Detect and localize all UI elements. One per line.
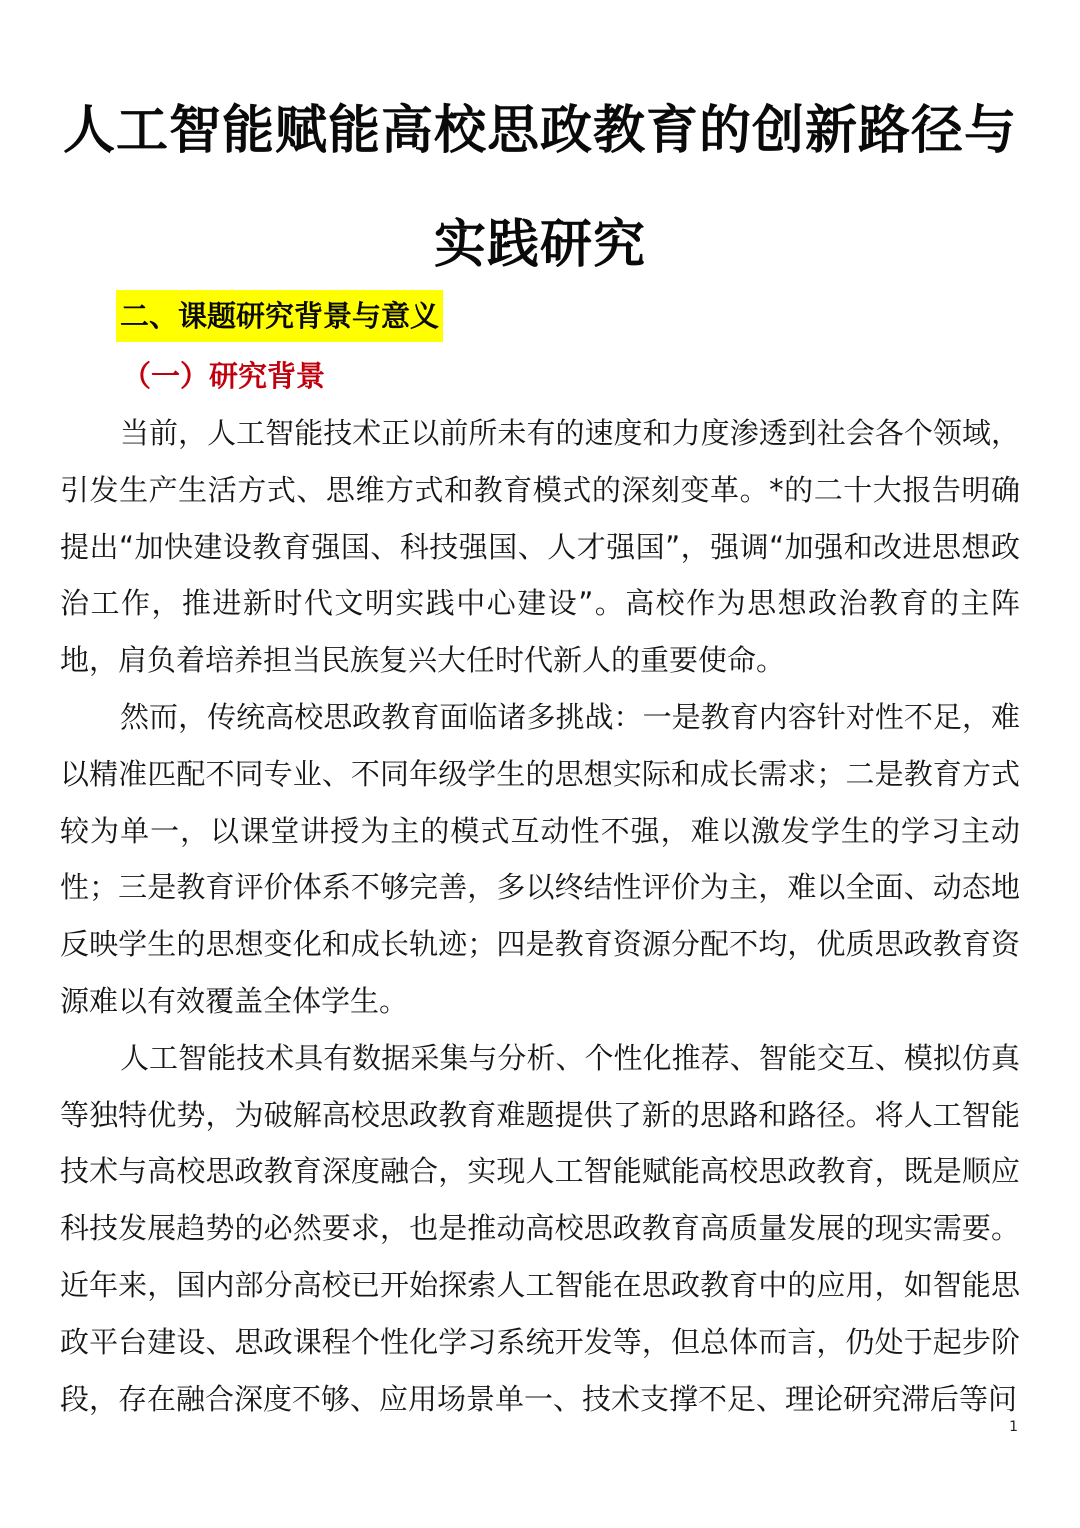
page-number: 1 xyxy=(1009,1419,1018,1435)
sub-heading: （一）研究背景 xyxy=(122,359,326,393)
paragraph-3: 人工智能技术具有数据采集与分析、个性化推荐、智能交互、模拟仿真等独特优势，为破解高校思政教育难题提供了新的思路和路径。将人工智能技术与高校思政教育深度融合，实现人工智能赋能高校思政教育，既是顺应科技发展趋势的必然要求，也是推动高校思政教育高质量发展的现实需要。近年来，国内部分高校已开始探索人工智能在思政教育中的应用，如智能思政平台建设、思政课程个性化学习系统开发等，但总体而言，仍处于起步阶段，存在融合深度不够、应用场景单一、技术支撑不足、理论研究滞后等问 xyxy=(60,1040,1020,1416)
document-title-line-1: 人工智能赋能高校思政教育的创新路径与 xyxy=(62,101,1017,161)
paragraph-2: 然而，传统高校思政教育面临诸多挑战：一是教育内容针对性不足，难以精准匹配不同专业、不同年级学生的思想实际和成长需求；二是教育方式较为单一，以课堂讲授为主的模式互动性不强，难以激发学生的学习主动性；三是教育评价体系不够完善，多以终结性评价为主，难以全面、动态地反映学生的思想变化和成长轨迹；四是教育资源分配不均，优质思政教育资源难以有效覆盖全体学生。 xyxy=(60,699,1020,1018)
body-text xyxy=(60,405,1020,1427)
paragraph-1: 当前，人工智能技术正以前所未有的速度和力度渗透到社会各个领域，引发生产生活方式、思维方式和教育模式的深刻变革。*的二十大报告明确提出“加快建设教育强国、科技强国、人才强国”，强调“加强和改进思想政治工作，推进新时代文明实践中心建设”。高校作为思想政治教育的主阵地，肩负着培养担当民族复兴大任时代新人的重要使命。 xyxy=(60,416,1020,678)
section-heading: 二、课题研究背景与意义 xyxy=(116,290,443,342)
document-title-line-2: 实践研究 xyxy=(433,215,646,275)
